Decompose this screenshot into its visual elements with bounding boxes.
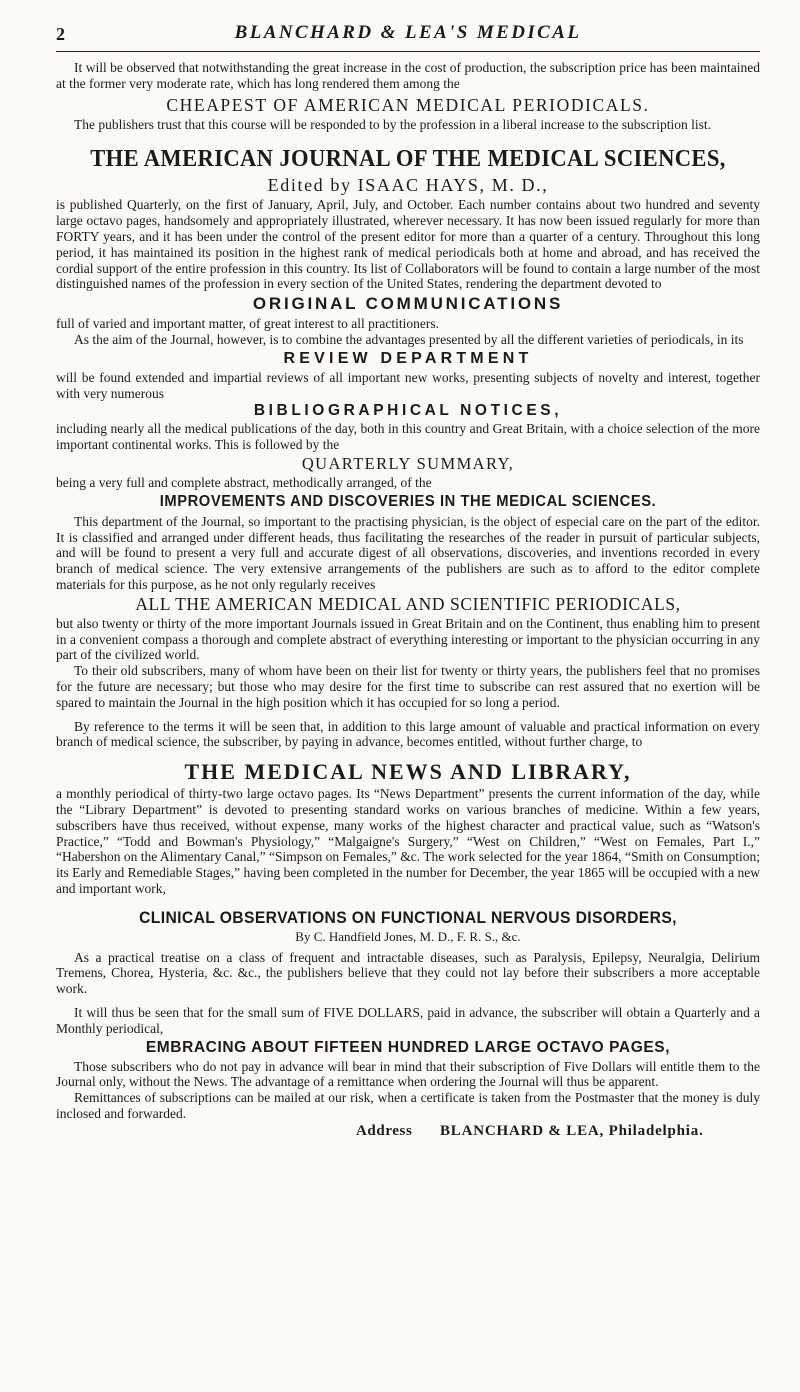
improvements-heading: IMPROVEMENTS AND DISCOVERIES IN THE MEDICAL SCIENCES. bbox=[159, 492, 657, 510]
review-department-heading: REVIEW DEPARTMENT bbox=[283, 349, 533, 367]
terms-reference-text: By reference to the terms it will be seen that, in addition to this large amount of valuable and practical information on every branch of medical science, the subscriber, by paying in advance, becomes entitled, without further charge, to bbox=[56, 718, 760, 750]
improvements-text: This department of the Journal, so important to the practising physician, is the object of especial care on the part of the editor. It is classified and arranged under different heads, thus facilitating the researches of the reader in pursuit of particular subjects, and will be found to present a very full and accurate digest of all observations, discoveries, and inventions recorded in every branch of medical science. The very extensive arrangements of the publishers are such as to afford to the editor complete materials for this purpose, as he not only regularly receives bbox=[56, 513, 760, 592]
journal-description: is published Quarterly, on the first of January, April, July, and October. Each number contains about two hundred and seventy large octavo pages, handsomely and appropriately illustrated, wherever necessary. It has now been issued regularly for more than FORTY years, and it has been under the control of the present editor for more than a quarter of a century. Throughout this long period, it has maintained its position in the highest rank of medical periodicals both at home and abroad, and has received the cordial support of the entire profession in this country. Its list of Collaborators will be found to contain a large number of the most distinguished names of the profession in every section of the United States, rendering the department devoted to bbox=[56, 197, 760, 292]
old-subscribers-text: To their old subscribers, many of whom have been on their list for twenty or thirty years, the publishers feel that no promises for the future are necessary; but those who may desire for the first time to subscribe can rest assured that no exertion will be spared to maintain the Journal in the high position which it has occupied for so long a period. bbox=[56, 663, 760, 710]
quarterly-summary-text: being a very full and complete abstract, methodically arranged, of the bbox=[56, 474, 432, 490]
review-department-text: will be found extended and impartial reviews of all important new works, presenting subjects of novelty and interest, together with very numerous bbox=[56, 369, 760, 401]
journal-title: THE AMERICAN JOURNAL OF THE MEDICAL SCIENCES, bbox=[90, 146, 726, 173]
editor-line: Edited by ISAAC HAYS, M. D., bbox=[267, 175, 549, 196]
medical-news-description: a monthly periodical of thirty-two large octavo pages. Its “News Department” presents the current information of the day, while the “Library Department” is devoted to presenting standard works on various branches of medicine. Within a few years, subscribers have thus received, without expense, many works of the highest character and practical value, such as “Watson's Practice,” “Todd and Bowman's Physiology,” “Malgaigne's Surgery,” “West on Children,” “West on Females, Part I.,” “Habershon on the Alimentary Canal,” “Simpson on Females,” &c. The work selected for the year 1864, “Smith on Consumption; its Early and Remediable Stages,” having been completed in the number for December, the year 1865 will be occupied with a new and important work, bbox=[56, 786, 760, 896]
publishers-trust-paragraph: The publishers trust that this course will be responded to by the profession in a liberal increase to the subscription list. bbox=[74, 116, 711, 132]
running-title: BLANCHARD & LEA'S MEDICAL bbox=[234, 22, 582, 43]
cheapest-heading: CHEAPEST OF AMERICAN MEDICAL PERIODICALS. bbox=[166, 94, 650, 115]
bibliographical-notices-heading: BIBLIOGRAPHICAL NOTICES, bbox=[253, 402, 563, 420]
publisher-address bbox=[56, 1123, 760, 1143]
medical-news-heading: THE MEDICAL NEWS AND LIBRARY, bbox=[184, 759, 632, 785]
all-periodicals-text: but also twenty or thirty of the more important Journals issued in Great Britain and on the Continent, thus enabling him to present in a convenient compass a thorough and complete abstract of everything interesting or important to the physician occurring in any part of the civilized world. bbox=[56, 615, 760, 663]
clinical-observations-heading: CLINICAL OBSERVATIONS ON FUNCTIONAL NERVOUS DISORDERS, bbox=[139, 908, 677, 927]
journal-aim-text: As the aim of the Journal, however, is to combine the advantages presented by all the different varieties of periodicals, in its bbox=[74, 331, 744, 347]
original-communications-text: full of varied and important matter, of great interest to all practitioners. bbox=[56, 316, 439, 332]
address-label: Address bbox=[356, 1122, 413, 1139]
bibliographical-notices-text: including nearly all the medical publications of the day, both in this country and Great Britain, with a choice selection of the more important continental works. This is followed by the bbox=[56, 421, 760, 453]
advance-payment-note: Those subscribers who do not pay in advance will bear in mind that their subscription of Five Dollars will entitle them to the Journal only, without the News. The advantage of a remittance when ordering the Journal will thus be apparent. bbox=[56, 1058, 760, 1090]
running-head bbox=[56, 18, 760, 52]
all-periodicals-heading: ALL THE AMERICAN MEDICAL AND SCIENTIFIC PERIODICALS, bbox=[135, 593, 681, 614]
five-dollars-text: It will thus be seen that for the small sum of FIVE DOLLARS, paid in advance, the subscriber will obtain a Quarterly and a Monthly periodical, bbox=[56, 1005, 760, 1036]
remittance-note: Remittances of subscriptions can be mailed at our risk, when a certificate is taken from the Postmaster that the money is duly inclosed and forwarded. bbox=[56, 1090, 760, 1122]
intro-paragraph: It will be observed that notwithstanding the great increase in the cost of production, the subscription price has been maintained at the former very moderate rate, which has long rendered them among the bbox=[56, 60, 760, 91]
address-publisher: BLANCHARD & LEA, Philadelphia. bbox=[440, 1122, 704, 1139]
fifteen-hundred-pages-heading: EMBRACING ABOUT FIFTEEN HUNDRED LARGE OCTAVO PAGES, bbox=[145, 1038, 671, 1056]
quarterly-summary-heading: QUARTERLY SUMMARY, bbox=[301, 453, 515, 473]
clinical-text: As a practical treatise on a class of frequent and intractable diseases, such as Paralysis, Epilepsy, Neuralgia, Delirium Tremens, Chorea, Hysteria, &c. &c., the publishers believe that they could not lay before their subscribers a more acceptable work. bbox=[56, 949, 760, 997]
page-number: 2 bbox=[56, 24, 65, 44]
clinical-byline: By C. Handfield Jones, M. D., F. R. S., &c. bbox=[295, 928, 521, 944]
original-communications-heading: ORIGINAL COMMUNICATIONS bbox=[252, 294, 564, 314]
